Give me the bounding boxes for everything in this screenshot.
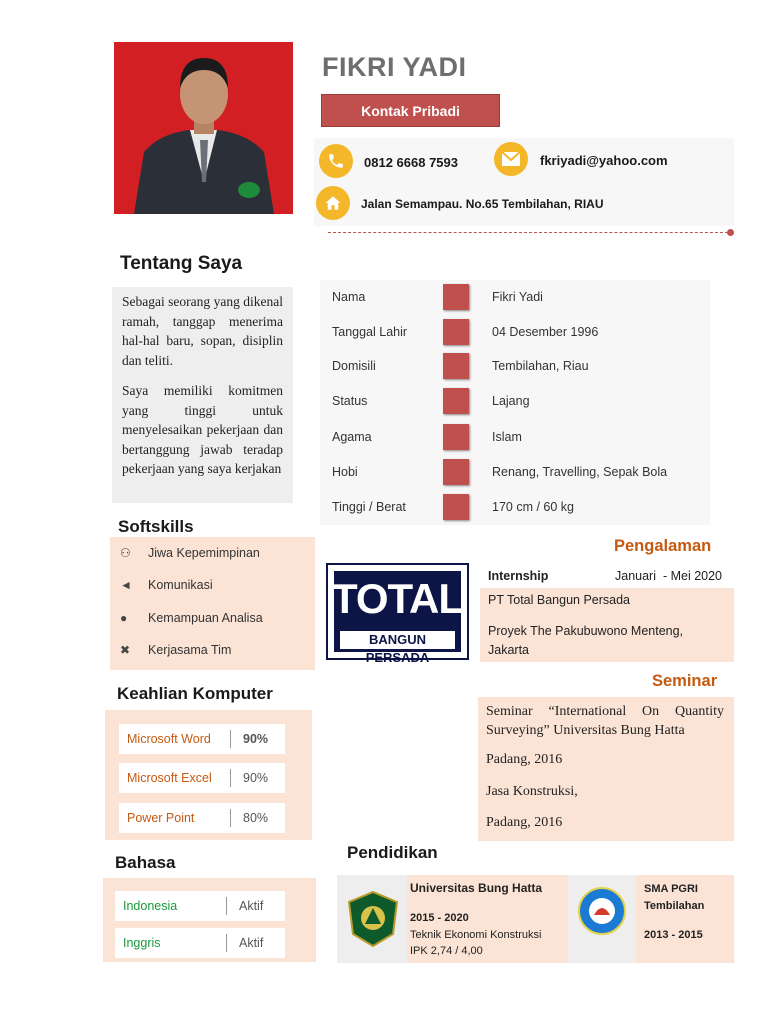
separator [226,897,227,915]
experience-company: PT Total Bangun Persada [488,593,630,607]
info-row [320,492,710,522]
separator [226,934,227,952]
university-card [337,875,568,963]
university-name: Universitas Bung Hatta [410,881,543,895]
info-label: Tinggi / Berat [332,500,406,514]
personal-info-table [320,280,710,525]
info-value: Fikri Yadi [492,290,543,304]
computer-skills-panel [105,710,312,840]
bullet-square [443,284,469,310]
about-paragraph: Sebagai seorang yang dikenal ramah, tanggap menerima hal-hal baru, sopan, disiplin dan teliti. [122,294,283,368]
school-card [568,875,734,963]
lightbulb-icon: ● [120,611,128,625]
language-item [115,928,285,958]
computer-skills-title: Keahlian Komputer [117,684,273,703]
email-address: fkriyadi@yahoo.com [540,153,668,168]
seminar-line: Padang, 2016 [486,752,563,767]
university-major: Teknik Ekonomi Konstruksi [410,929,542,941]
language-level: Aktif [239,899,264,913]
skill-level: 80% [243,811,269,825]
separator [230,730,231,748]
info-row [320,351,710,381]
divider-line [328,232,728,233]
logo-text-bottom: BANGUN PERSADA [340,631,455,649]
company-logo [326,563,469,665]
info-label: Tanggal Lahir [332,325,408,339]
language-panel [103,878,316,962]
computer-skill-item [119,763,285,793]
skill-item [120,578,213,592]
seminar-line: Seminar “International On Quantity Surveying” Universitas Bung Hatta [486,704,724,738]
bullet-square [443,319,469,345]
about-title: Tentang Saya [120,253,243,274]
bullet-square [443,424,469,450]
skill-name: Power Point [127,811,195,825]
seminar-line: Padang, 2016 [486,815,563,830]
experience-title: Pengalaman [614,537,712,555]
bullet-square [443,353,469,379]
info-row [320,282,710,312]
seminar-title: Seminar [652,672,718,690]
experience-period: Januari - Mei 2020 [615,569,723,583]
computer-skill-item [119,724,285,754]
university-gpa: IPK 2,74 / 4,00 [410,945,483,957]
language-name: Indonesia [123,899,178,913]
info-row [320,386,710,416]
language-title: Bahasa [115,853,176,872]
computer-skill-item [119,803,285,833]
info-row [320,317,710,347]
skill-item [120,546,260,560]
logo-text-top: TOTAL [331,575,464,622]
profile-photo [114,42,293,214]
school-info [636,875,734,963]
separator [230,809,231,827]
info-value: Renang, Travelling, Sepak Bola [492,465,668,479]
megaphone-icon: ◄ [120,578,132,592]
skill-label: Komunikasi [148,578,213,592]
info-value: Lajang [492,394,530,408]
home-address: Jalan Semampau. No.65 Tembilahan, RIAU [361,197,604,211]
language-name: Inggris [123,936,161,950]
skill-level: 90% [243,732,269,746]
email-icon [494,142,528,176]
experience-project: Proyek The Pakubuwono Menteng, Jakarta [488,624,684,657]
info-value: 170 cm / 60 kg [492,500,574,514]
info-label: Status [332,394,368,408]
school-logo [576,885,628,937]
university-info [407,875,568,963]
softskills-title: Softskills [118,517,194,536]
divider-dot [727,229,734,236]
skill-item [120,643,231,657]
bullet-square [443,388,469,414]
school-name: SMA PGRI Tembilahan [644,883,705,912]
skill-name: Microsoft Word [127,732,211,746]
phone-icon [319,144,353,178]
skill-label: Jiwa Kepemimpinan [148,546,260,560]
school-years: 2013 - 2015 [644,929,703,941]
info-value: 04 Desember 1996 [492,325,599,339]
softskills-panel [110,537,315,670]
info-value: Islam [492,430,522,444]
bullet-square [443,494,469,520]
education-title: Pendidikan [347,843,438,862]
seminar-line: Jasa Konstruksi, [486,784,578,799]
about-text [112,287,293,503]
skill-label: Kemampuan Analisa [148,611,263,625]
info-label: Nama [332,290,366,304]
language-item [115,891,285,921]
info-value: Tembilahan, Riau [492,359,589,373]
skill-item [120,611,263,625]
info-row [320,422,710,452]
phone-number: 0812 6668 7593 [364,155,458,170]
separator [230,769,231,787]
info-label: Domisili [332,359,376,373]
university-logo [347,890,399,948]
group-icon: ⚇ [120,546,131,560]
skill-label: Kerjasama Tim [148,643,232,657]
info-label: Agama [332,430,372,444]
full-name: FIKRI YADI [322,52,467,82]
info-row [320,457,710,487]
about-paragraph: Saya memiliki komitmen yang tinggi untuk menyelesaikan pekerjaan dan bertanggung jawab teradap pekerjaan yang saya kerjakan [122,383,283,476]
bullet-square [443,459,469,485]
university-years: 2015 - 2020 [410,912,469,924]
experience-panel [480,562,734,662]
home-icon [316,186,350,220]
seminar-panel [478,697,734,841]
skill-level: 90% [243,771,269,785]
skill-name: Microsoft Excel [127,771,212,785]
language-level: Aktif [239,936,264,950]
experience-role: Internship [488,569,549,583]
info-label: Hobi [332,465,358,479]
arrows-inward-icon: ✖ [120,643,131,657]
kontak-pribadi-banner: Kontak Pribadi [321,94,500,127]
